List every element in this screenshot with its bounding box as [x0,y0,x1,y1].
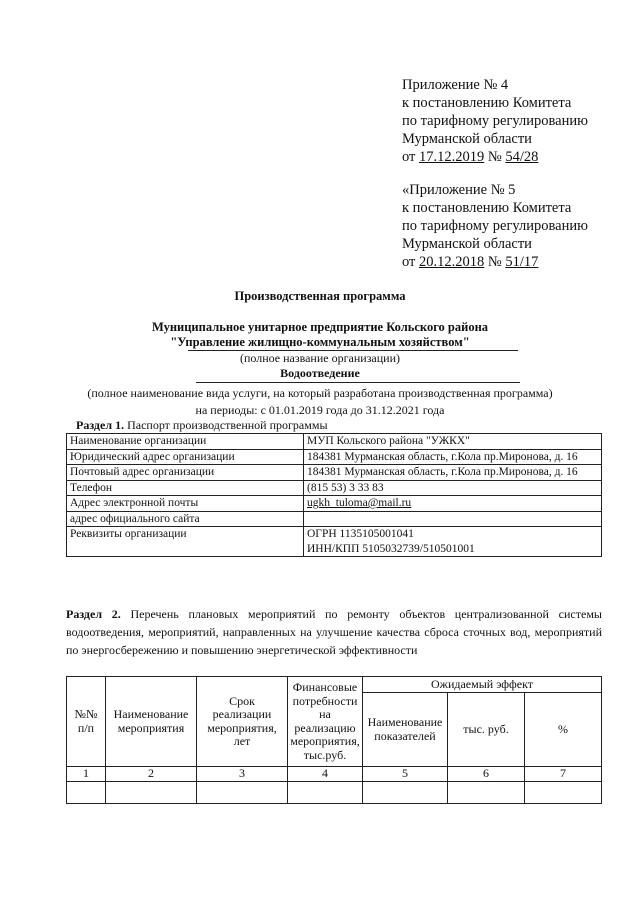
passport-key: Реквизиты организации [67,527,304,542]
passport-value: МУП Кольского района "УЖКХ" [304,434,602,450]
appendix-5-date-prefix: от [402,254,416,270]
header-effect: Ожидаемый эффект [363,677,602,693]
table-header-row [67,677,602,693]
table-row [67,449,602,465]
service-name: Водоотведение [280,366,360,380]
section-2-label: Раздел 2. [66,607,121,621]
appendix-4-date-line [402,148,588,166]
appendix-5-date: 20.12.2018 [419,254,485,270]
table-row [67,480,602,496]
appendix-4-line3: по тарифному регулированию [402,113,588,129]
appendix-4-date: 17.12.2019 [419,149,485,165]
empty-cell [67,781,106,803]
org-name-line2: "Управление жилищно-коммунальным хозяйством" [170,335,470,349]
col-number: 7 [525,767,602,782]
empty-cell [525,781,602,803]
passport-value: (815 53) 3 33 83 [304,480,602,496]
col-number: 3 [197,767,288,782]
appendix-4-line2: к постановлению Комитета [402,95,572,111]
passport-value: ИНН/КПП 5105032739/510501001 [304,542,602,557]
col-number: 2 [106,767,197,782]
empty-cell [448,781,525,803]
passport-value: ОГРН 1135105001041 [304,527,602,542]
section-1-label: Раздел 1. [76,418,125,432]
service-underline [196,382,520,383]
section-2-paragraph [66,605,602,659]
table-row [67,542,602,557]
section-1-heading [76,418,328,433]
table-row [67,781,602,803]
appendix-4-block [402,76,588,166]
table-row [67,527,602,542]
header-term: Срок реализации мероприятия, лет [197,677,288,767]
empty-cell [288,781,363,803]
service-period: на периоды: с 01.01.2019 года до 31.12.2021 года [195,403,445,417]
passport-key: Наименование организации [67,434,304,450]
table-row [67,496,602,512]
section-2-text: Перечень плановых мероприятий по ремонту объектов централизованной системы водоотведения, мероприятий, направленных на улучшение качества сброса сточных вод, мероприятий по энергосбережению и повышению энергетической эффективности [66,607,602,657]
appendix-4-number-prefix: № [487,149,502,165]
table-row [67,465,602,481]
appendix-5-date-line [402,253,588,271]
service-caption: (полное наименование вида услуги, на который разработана производственная программа) [87,386,553,400]
header-name: Наименование мероприятия [106,677,197,767]
appendix-5-line2: к постановлению Комитета [402,200,572,216]
table-row [67,511,602,527]
passport-key: адрес официального сайта [67,511,304,527]
empty-cell [363,781,448,803]
passport-table [66,433,602,557]
passport-key: Юридический адрес организации [67,449,304,465]
header-num: №№ п/п [67,677,106,767]
appendix-4-line1: Приложение № 4 [402,77,509,93]
appendix-5-line3: по тарифному регулированию [402,218,588,234]
org-caption: (полное название организации) [239,351,401,365]
passport-value: 184381 Мурманская область, г.Кола пр.Миронова, д. 16 [304,449,602,465]
appendix-4-line4: Мурманской области [402,131,532,147]
col-number: 4 [288,767,363,782]
section-1-title: Паспорт производственной программы [127,418,328,432]
col-number: 5 [363,767,448,782]
header-finance: Финансовые потребности на реализацию мероприятия, тыс.руб. [288,677,363,767]
appendix-4-date-prefix: от [402,149,416,165]
passport-email-link[interactable]: ugkh_tuloma@mail.ru [304,496,602,512]
passport-value [304,511,602,527]
passport-key: Телефон [67,480,304,496]
org-name-line1: Муниципальное унитарное предприятие Кольского района [151,320,489,334]
measures-table [66,676,602,804]
passport-key: Адрес электронной почты [67,496,304,512]
header-percent: % [525,693,602,767]
passport-key [67,542,304,557]
passport-key: Почтовый адрес организации [67,465,304,481]
empty-cell [106,781,197,803]
appendix-5-line4: Мурманской области [402,236,532,252]
header-thousand: тыс. руб. [448,693,525,767]
appendix-4-number: 54/28 [505,149,539,165]
appendix-5-number-prefix: № [487,254,502,270]
col-number: 1 [67,767,106,782]
table-row [67,434,602,450]
appendix-5-number: 51/17 [505,254,539,270]
col-number: 6 [448,767,525,782]
appendix-5-block [402,181,588,271]
table-row [67,767,602,782]
appendix-5-line1: «Приложение № 5 [402,182,516,198]
passport-value: 184381 Мурманская область, г.Кола пр.Миронова, д. 16 [304,465,602,481]
empty-cell [197,781,288,803]
program-title: Производственная программа [234,289,406,303]
header-indicators: Наименование показателей [363,693,448,767]
